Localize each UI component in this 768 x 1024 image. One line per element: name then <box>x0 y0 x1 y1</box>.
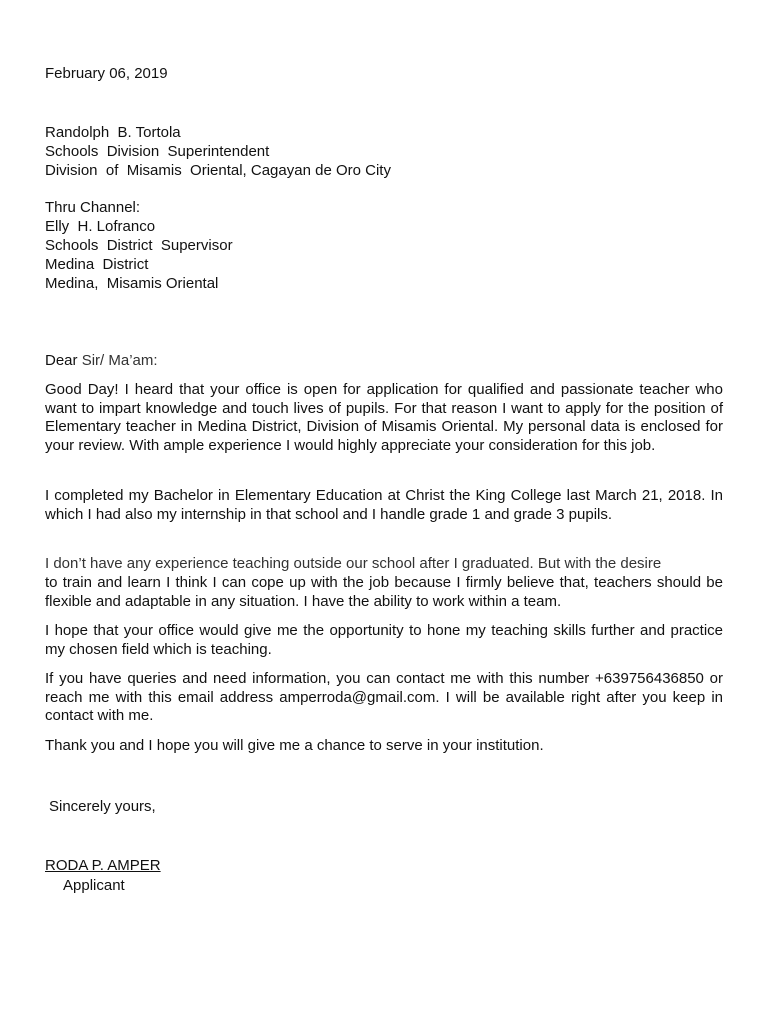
paragraph-education: I completed my Bachelor in Elementary Education at Christ the King College last March 21, 2018. In which I had also my internship in that school and I handle grade 1 and grade 3 pupils. <box>45 487 723 523</box>
closing: Sincerely yours, <box>49 798 156 815</box>
paragraph-thanks: Thank you and I hope you will give me a chance to serve in your institution. <box>45 737 544 754</box>
thru-name: Elly H. Lofranco <box>45 218 156 235</box>
thru-label: Thru Channel: <box>45 199 141 216</box>
thru-title: Schools District Supervisor <box>45 237 233 254</box>
thru-location: Medina, Misamis Oriental <box>45 275 219 292</box>
salutation-rest: Sir/ Ma’am: <box>81 352 158 369</box>
salutation <box>45 351 158 370</box>
paragraph-contact: If you have queries and need information, you can contact me with this number +639756436850 or reach me with this email address amperroda@gmail.com. I will be available right after you keep in contact with me. <box>45 670 723 725</box>
paragraph-opportunity: I hope that your office would give me the opportunity to hone my teaching skills further and practice my chosen field which is teaching. <box>45 622 723 658</box>
paragraph-experience: to train and learn I think I can cope up with the job because I firmly believe that, teachers should be flexible and adaptable in any situation. I have the ability to work within a team. <box>45 574 723 610</box>
recipient-name: Randolph B. Tortola <box>45 124 181 141</box>
recipient-office: Division of Misamis Oriental, Cagayan de Oro City <box>45 162 391 179</box>
salutation-prefix: Dear <box>45 352 82 369</box>
letter-date: February 06, 2019 <box>45 65 168 82</box>
signature-title: Applicant <box>63 877 125 894</box>
paragraph-intro: Good Day! I heard that your office is open for application for qualified and passionate teacher who want to impart knowledge and touch lives of pupils. For that reason I want to apply for the position of Elementary teacher in Medina District, Division of Misamis Oriental. My personal data is enclosed for your review. With ample experience I would highly appreciate your consideration for this job. <box>45 381 723 455</box>
signature-name: RODA P. AMPER <box>45 857 161 874</box>
thru-district: Medina District <box>45 256 149 273</box>
paragraph-experience-first-line: I don’t have any experience teaching outside our school after I graduated. But with the desire <box>45 555 662 572</box>
recipient-title: Schools Division Superintendent <box>45 143 270 160</box>
